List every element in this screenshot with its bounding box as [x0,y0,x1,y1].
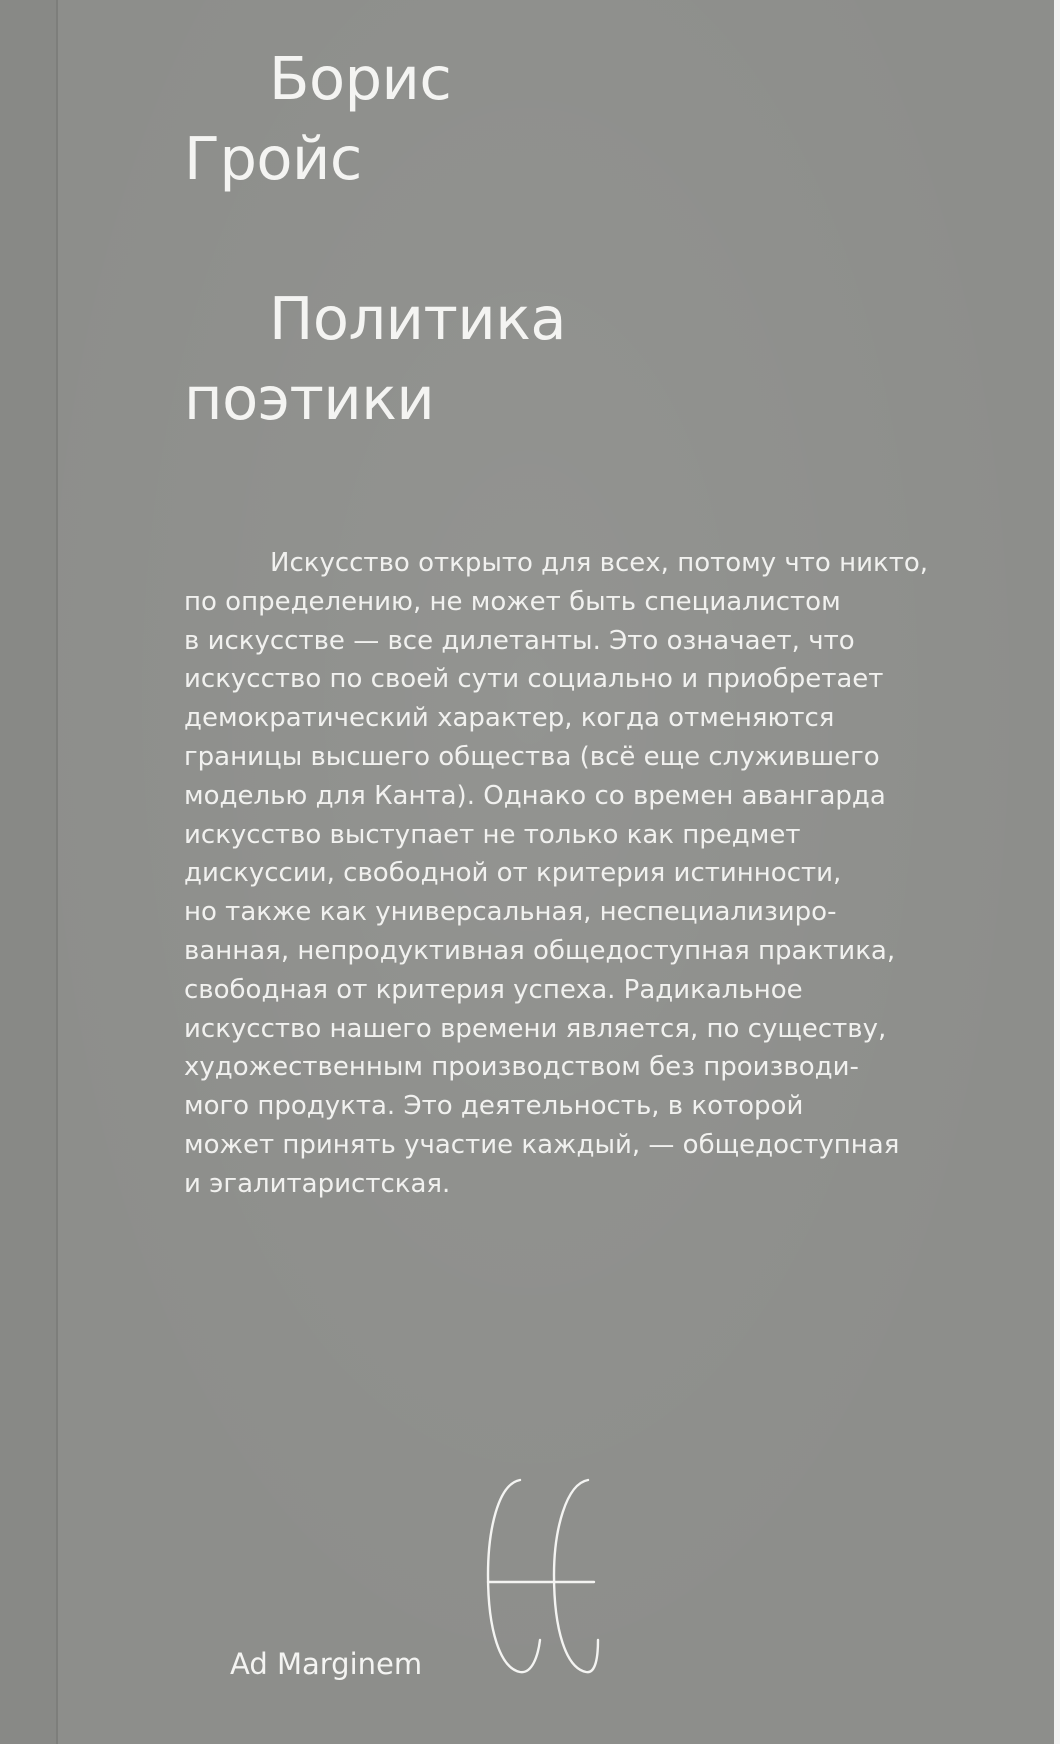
blurb-line: но также как универсальная, неспециализиро- [184,897,837,928]
spine-fold-line [56,0,58,1744]
blurb-line: дискуссии, свободной от критерия истинности, [184,858,842,889]
spine-area [0,0,56,1744]
page-edge [1054,0,1060,1744]
blurb-line: художественным производством без производи- [184,1052,859,1083]
blurb-line: искусство по своей сути социально и приобретает [184,664,884,695]
ad-marginem-logo-icon [480,1470,600,1680]
blurb-line: может принять участие каждый, — общедоступная [184,1129,900,1160]
blurb-line: в искусстве — все дилетанты. Это означает, что [184,625,855,656]
blurb-line: искусство выступает не только как предмет [184,819,801,850]
cover-blurb [184,544,1004,1204]
blurb-line: мого продукта. Это деятельность, в которой [184,1091,804,1122]
blurb-line: по определению, не может быть специалистом [184,586,841,617]
author-first-name: Борис [269,44,452,113]
blurb-line: и эгалитаристская. [184,1168,451,1199]
blurb-line: искусство нашего времени является, по существу, [184,1013,887,1044]
blurb-line: границы высшего общества (всё еще служившего [184,741,880,772]
author-last-name: Гройс [184,124,362,193]
blurb-line: Искусство открыто для всех, потому что никто, [270,548,929,578]
book-title-line-1: Политика [269,284,567,353]
blurb-line: свободная от критерия успеха. Радикальное [184,974,803,1005]
publisher-name: Ad Marginem [230,1647,423,1681]
book-title-line-2: поэтики [184,364,435,433]
blurb-line: демократический характер, когда отменяются [184,703,835,734]
blurb-line: ванная, непродуктивная общедоступная практика, [184,935,896,966]
blurb-line: моделью для Канта). Однако со времен авангарда [184,780,886,811]
